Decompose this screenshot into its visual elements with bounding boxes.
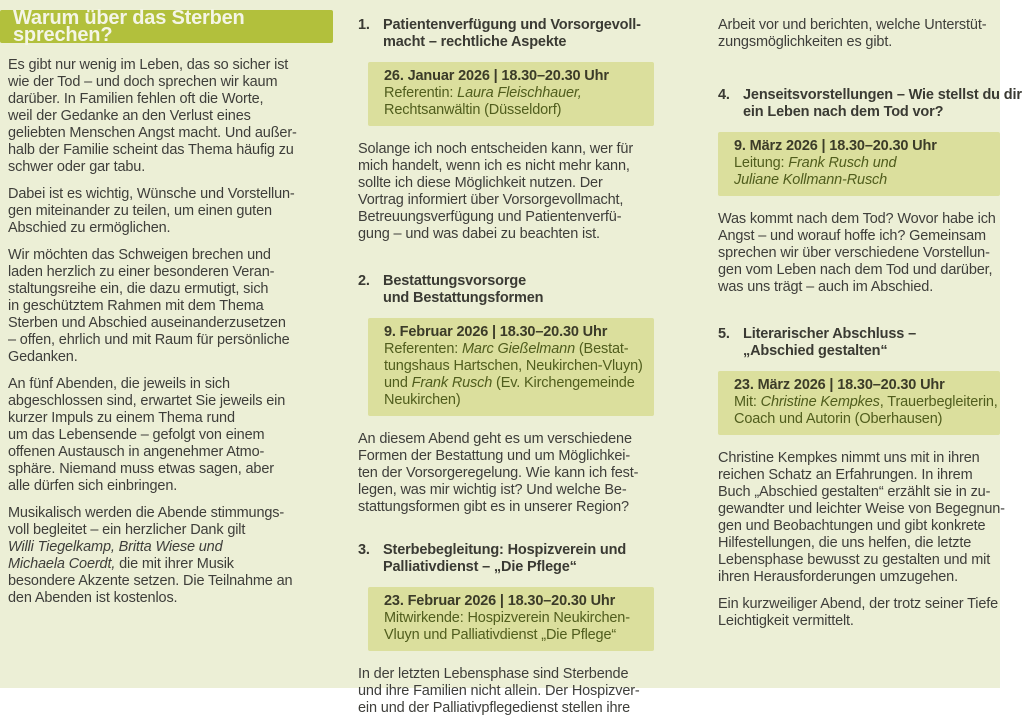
event-title: Patientenverfügung und Vorsorgevoll- macht – rechtliche Aspekte	[383, 17, 641, 50]
event-people: Mitwirkende: Hospizverein Neukirchen- Vluyn und Palliativdienst „Die Pflege“	[384, 610, 630, 643]
event-date-box	[718, 371, 1000, 435]
event-people: Referentin: Laura Fleischhauer, Rechtsanwältin (Düsseldorf)	[384, 85, 582, 118]
event-title: Jenseitsvorstellungen – Wie stellst du dir ein Leben nach dem Tod vor?	[743, 87, 1022, 120]
event-description: In der letzten Lebensphase sind Sterbende und ihre Familien nicht allein. Der Hospizver- ein und der Palliativpflegedienst stellen ihre	[358, 666, 640, 716]
event-item-1	[358, 17, 654, 243]
intro-paragraph: An fünf Abenden, die jeweils in sich abgeschlossen sind, erwartet Sie jeweils ein kurzer Impuls zu einem Thema rund um das Lebensende – gefolgt von einem offenen Austausch in angenehmer Atmo- sphäre. Niemand muss etwas sagen, aber alle dürfen sich einbringen.	[8, 376, 286, 494]
event-datetime: 23. Februar 2026 | 18.30–20.30 Uhr	[384, 593, 616, 609]
event-number: 3.	[358, 542, 370, 558]
event-description: Solange ich noch entscheiden kann, wer für mich handelt, wenn ich es nicht mehr kann, sollte ich diese Möglichkeit nutzen. Der Vortrag informiert über Vorsorgevollmacht, Betreuungsverfügung und Patientenverfü- gung – und was dabei zu beachten ist.	[358, 141, 634, 242]
intro-paragraph: Dabei ist es wichtig, Wünsche und Vorstellun- gen miteinander zu teilen, um einen guten Abschied zu ermöglichen.	[8, 186, 295, 236]
event-title: Sterbebegleitung: Hospizverein und Palliativdienst – „Die Pflege“	[383, 542, 627, 575]
page-title: Warum über das Sterben sprechen?	[13, 6, 245, 46]
event-date-box	[368, 318, 654, 416]
event-item-3	[358, 542, 654, 717]
event-description: Christine Kempkes nimmt uns mit in ihren reichen Schatz an Erfahrungen. In ihrem Buch „Abschied gestalten“ erzählt sie in zu- gewandter und leichter Weise von Begegnun- gen und Beobachtungen und gibt konkrete Hilfestellungen, die uns helfen, die letzte Lebensphase bewusst zu gestalten und mit ihren Herausforderungen umzugehen.	[718, 450, 1005, 585]
intro-paragraph: Es gibt nur wenig im Leben, das so sicher ist wie der Tod – und doch sprechen wir kaum darüber. In Familien fehlen oft die Worte, weil der Gedanke an den Verlust eines geliebten Menschen Angst macht. Und außer- halb der Familie scheint das Thema häufig zu schwer oder gar tabu.	[8, 57, 297, 175]
intro-paragraph: Wir möchten das Schweigen brechen und laden herzlich zu einer besonderen Veran- staltungsreihe ein, die dazu ermutigt, sich in geschütztem Rahmen mit dem Thema Sterben und Abschied auseinanderzusetzen – offen, ehrlich und mit Raum für persönliche Gedanken.	[8, 247, 290, 365]
event-title: Literarischer Abschluss – „Abschied gestalten“	[743, 326, 917, 359]
event-datetime: 9. März 2026 | 18.30–20.30 Uhr	[734, 138, 937, 154]
intro-column	[0, 0, 333, 617]
event-description: Was kommt nach dem Tod? Wovor habe ich Angst – und worauf hoffe ich? Gemeinsam sprechen wir über verschiedene Vorstellun- gen vom Leben nach dem Tod und darüber, was uns trägt – auch im Abschied.	[718, 211, 996, 295]
event-item-2	[358, 273, 654, 516]
event-heading	[358, 273, 654, 307]
event-date-box	[718, 132, 1000, 196]
closing-paragraph: Ein kurzweiliger Abend, der trotz seiner Tiefe Leichtigkeit vermittelt.	[718, 596, 999, 629]
event-people: Leitung: Frank Rusch und Juliane Kollmann-Rusch	[734, 155, 897, 188]
intro-text	[0, 57, 333, 607]
intro-paragraph-credits: Musikalisch werden die Abende stimmungs- voll begleitet – ein herzlicher Dank gilt Willi Tiegelkamp, Britta Wiese und Michaela Coerdt, die mit ihrer Musik besondere Akzente setzen. Die Teilnahme an den Abenden ist kostenlos.	[8, 505, 293, 606]
event-title: Bestattungsvorsorge und Bestattungsformen	[383, 273, 544, 306]
event-people: Referenten: Marc Gießelmann (Bestat- tungshaus Hartschen, Neukirchen-Vluyn) und Frank Rusch (Ev. Kirchengemeinde Neukirchen)	[384, 341, 643, 408]
event-datetime: 9. Februar 2026 | 18.30–20.30 Uhr	[384, 324, 608, 340]
event-heading	[358, 542, 654, 576]
events-column-2	[718, 0, 1022, 630]
event-heading	[718, 87, 1022, 121]
intro-title-banner	[0, 6, 333, 46]
event-people: Mit: Christine Kempkes, Trauerbegleiterin, Coach und Autorin (Oberhausen)	[734, 394, 998, 427]
event-datetime: 26. Januar 2026 | 18.30–20.30 Uhr	[384, 68, 609, 84]
event-heading	[358, 17, 654, 51]
event-number: 2.	[358, 273, 370, 289]
events-column-1	[358, 0, 654, 717]
event-number: 5.	[718, 326, 730, 342]
event-datetime: 23. März 2026 | 18.30–20.30 Uhr	[734, 377, 945, 393]
event-item-4	[718, 87, 1022, 296]
event-heading	[718, 326, 1000, 360]
event-date-box	[368, 62, 654, 126]
event-3-continuation: Arbeit vor und berichten, welche Unterstüt- zungsmöglichkeiten es gibt.	[718, 17, 987, 50]
event-item-5	[718, 326, 1005, 586]
event-date-box	[368, 587, 654, 651]
event-number: 4.	[718, 87, 730, 103]
event-description: An diesem Abend geht es um verschiedene Formen der Bestattung und um Möglichkei- ten der Vorsorgeregelung. Wie kann ich fest- legen, was mir wichtig ist? Und welche Be- stattungsformen gibt es in unserer Region?	[358, 431, 639, 515]
event-number: 1.	[358, 17, 370, 33]
